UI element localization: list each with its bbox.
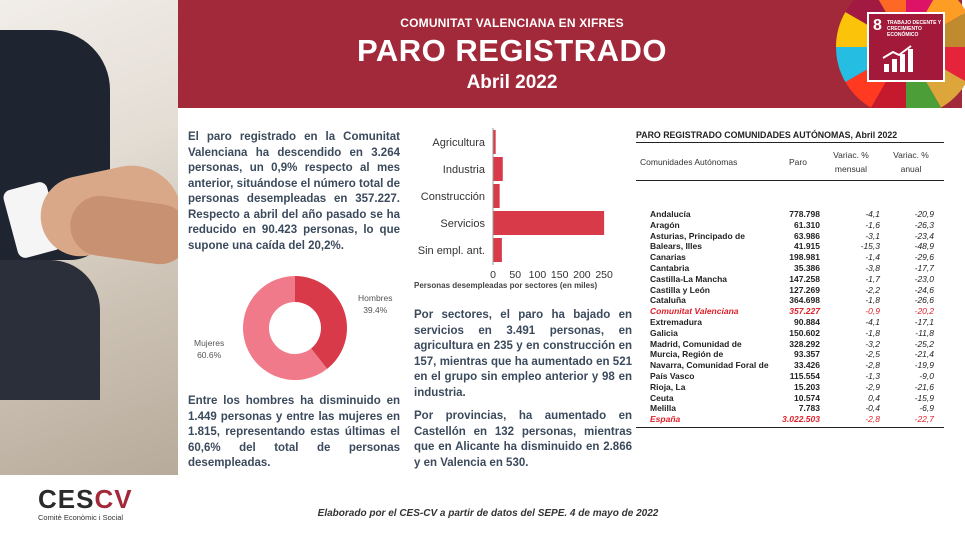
table-header	[636, 143, 944, 181]
table-row	[636, 393, 944, 404]
cell-anual: -26,3	[914, 219, 934, 230]
cell-paro: 61.310	[794, 219, 820, 230]
cell-anual: -17,1	[914, 316, 934, 327]
cell-name: Murcia, Región de	[650, 349, 724, 360]
cell-anual: -15,9	[914, 392, 934, 403]
source-footer: Elaborado por el CES-CV a partir de datos del SEPE. 4 de mayo de 2022	[317, 508, 659, 519]
cell-anual: -21,4	[914, 349, 934, 360]
cell-name: Canarias	[650, 252, 686, 263]
table-row	[636, 295, 944, 306]
bar-tick-label: 0	[490, 269, 496, 281]
bar-category-label: Industria	[442, 164, 485, 176]
header-var-mensual	[820, 148, 882, 176]
cell-paro: 41.915	[794, 241, 820, 252]
table-title: PARO REGISTRADO COMUNIDADES AUTÓNOMAS, Abril 2022	[636, 130, 944, 143]
sector-paragraph: Por sectores, el paro ha bajado en servicios en 3.491 personas, en agricultura en 235 y en construcción en 157, mientras que ha aumentado en 521 en el grupo sin empleo anterior y 98 en industria.	[414, 309, 632, 399]
table-row	[636, 382, 944, 393]
table-row	[636, 220, 944, 231]
table-row	[636, 263, 944, 274]
bar-tick-label: 250	[595, 269, 613, 281]
bar-tick-label: 50	[509, 269, 522, 281]
cell-mensual: -3,2	[865, 338, 880, 349]
regions-table	[636, 130, 944, 428]
cell-paro: 127.269	[789, 284, 820, 295]
cell-anual: -24,6	[914, 284, 934, 295]
table-row	[636, 414, 944, 425]
cell-mensual: -1,4	[865, 252, 880, 263]
bar-tick-label: 150	[550, 269, 569, 281]
cell-mensual: 0,4	[868, 392, 880, 403]
cell-name: Aragón	[650, 219, 680, 230]
cell-name: Cataluña	[650, 295, 686, 306]
cell-mensual: -15,3	[860, 241, 880, 252]
bar-category-label: Servicios	[440, 218, 485, 230]
table-row	[636, 317, 944, 328]
cell-mensual: -2,9	[865, 381, 880, 392]
header-comunidades: Comunidades Autónomas	[640, 156, 738, 167]
bar-chart-xlabel: Personas desempleadas por sectores (en miles)	[414, 281, 598, 290]
cell-paro: 63.986	[794, 230, 820, 241]
cell-name: Navarra, Comunidad Foral de	[650, 360, 769, 371]
cell-mensual: -0,4	[865, 403, 880, 414]
cell-name: Balears, Illes	[650, 241, 702, 252]
logo-mark-cv: CV	[94, 484, 133, 514]
cell-anual: -21,6	[914, 381, 934, 392]
cell-paro: 33.426	[794, 360, 820, 371]
cell-name: España	[650, 414, 681, 425]
header-var-mensual-line1: Variac. %	[833, 149, 869, 160]
cell-name: Castilla y León	[650, 284, 710, 295]
bar-tick-label: 200	[573, 269, 591, 281]
sector-bar-chart	[407, 124, 632, 294]
table-row	[636, 403, 944, 414]
cell-paro: 150.602	[789, 327, 820, 338]
cell-anual: -23,0	[914, 273, 934, 284]
table-row	[636, 241, 944, 252]
cell-anual: -9,0	[919, 370, 934, 381]
header-var-mensual-line2: mensual	[834, 163, 868, 174]
cell-mensual: -3,1	[865, 230, 880, 241]
cell-name: Madrid, Comunidad de	[650, 338, 742, 349]
cell-anual: -19,9	[914, 360, 934, 371]
cell-mensual: -1,7	[865, 273, 880, 284]
label-mujeres-name: Mujeres	[194, 338, 225, 348]
donut-label-mujeres	[194, 337, 224, 361]
table-row	[636, 371, 944, 382]
bar-category-label: Agricultura	[432, 137, 485, 149]
page-title: PARO REGISTRADO	[356, 33, 668, 68]
cell-paro: 10.574	[794, 392, 820, 403]
cell-mensual: -2,8	[865, 414, 880, 425]
cell-paro: 7.783	[798, 403, 820, 414]
cell-anual: -23,4	[914, 230, 934, 241]
cell-name: Galicia	[650, 327, 678, 338]
period-label: Abril 2022	[466, 72, 558, 93]
header-var-anual	[882, 148, 940, 176]
cell-name: Comunitat Valenciana	[650, 306, 739, 317]
label-mujeres-value: 60.6%	[197, 350, 222, 360]
cell-name: País Vasco	[650, 370, 695, 381]
cell-mensual: -1,8	[865, 295, 880, 306]
region-label: COMUNITAT VALENCIANA EN XIFRES	[400, 16, 624, 30]
intro-paragraph: El paro registrado en la Comunitat Valenciana ha descendido en 3.264 personas, un 0,9% respecto al mes anterior, situándose el número total de personas desempleadas en 357.227. Respecto a abril del año pasado se ha reducido en 90.423 personas, lo que supone una caída del 20,2%.	[188, 131, 400, 252]
cell-paro: 147.258	[789, 273, 820, 284]
sdg-label: TRABAJO DECENTE Y CRECIMIENTO ECONÓMICO	[887, 20, 941, 38]
cell-paro: 35.386	[794, 262, 820, 273]
cell-anual: -25,2	[914, 338, 934, 349]
cescv-logo	[38, 484, 158, 532]
cell-mensual: -3,8	[865, 262, 880, 273]
sdg-number: 8	[873, 17, 882, 34]
table-row	[636, 285, 944, 296]
table-row	[636, 349, 944, 360]
cell-paro: 198.981	[789, 252, 820, 263]
cell-mensual: -1,6	[865, 219, 880, 230]
table-row	[636, 339, 944, 350]
cell-paro: 364.698	[789, 295, 820, 306]
cell-name: Rioja, La	[650, 381, 686, 392]
cell-mensual: -0,9	[865, 306, 880, 317]
growth-chart-icon	[881, 44, 915, 74]
cell-name: Andalucía	[650, 209, 691, 219]
cell-mensual: -2,8	[865, 360, 880, 371]
bar-1	[493, 157, 503, 181]
gender-paragraph: Entre los hombres ha disminuido en 1.449 personas y entre las mujeres en 1.815, representando estas últimas el 60,6% del total de personas desempleadas.	[188, 395, 400, 469]
table-row	[636, 274, 944, 285]
cell-anual: -17,7	[914, 262, 934, 273]
logo-subtitle: Comitè Econòmic i Social	[38, 513, 124, 522]
cell-paro: 90.884	[794, 316, 820, 327]
sdg-badge	[810, 0, 965, 108]
cell-paro: 115.554	[789, 370, 820, 381]
bar-2	[493, 184, 500, 208]
header-var-anual-line1: Variac. %	[893, 149, 929, 160]
cell-anual: -20,9	[914, 209, 934, 219]
table-body	[636, 209, 944, 425]
province-paragraph: Por provincias, ha aumentado en Castellón en 132 personas, mientras que en Alicante ha disminuido en 2.866 y en Valencia en 530.	[414, 410, 632, 469]
cell-name: Ceuta	[650, 392, 674, 403]
cell-anual: -20,2	[914, 306, 934, 317]
cell-mensual: -4,1	[865, 316, 880, 327]
table-row	[636, 231, 944, 242]
table-row	[636, 328, 944, 339]
header-var-anual-line2: anual	[900, 163, 922, 174]
cell-name: Asturias, Principado de	[650, 230, 745, 241]
cell-anual: -6,9	[919, 403, 934, 414]
cell-anual: -48,9	[914, 241, 934, 252]
cell-name: Castilla-La Mancha	[650, 273, 727, 284]
cell-mensual: -2,2	[865, 284, 880, 295]
cell-name: Cantabria	[650, 262, 690, 273]
bar-tick-label: 100	[528, 269, 547, 281]
bar-3	[493, 211, 604, 235]
cell-paro: 15.203	[794, 381, 820, 392]
cell-mensual: -1,8	[865, 327, 880, 338]
bar-category-label: Construcción	[420, 191, 485, 203]
sdg-goal-tile	[867, 12, 945, 82]
table-row	[636, 209, 944, 220]
cell-paro: 778.798	[789, 209, 820, 219]
cell-paro: 3.022.503	[782, 414, 820, 425]
bar-4	[493, 238, 502, 262]
table-row	[636, 360, 944, 371]
label-hombres-value: 39.4%	[363, 305, 388, 315]
header-paro: Paro	[789, 156, 807, 167]
logo-mark-ces: CES	[38, 484, 95, 514]
bar-category-label: Sin empl. ant.	[417, 245, 485, 257]
cell-paro: 357.227	[789, 306, 820, 317]
cell-mensual: -2,5	[865, 349, 880, 360]
cell-anual: -26,6	[914, 295, 934, 306]
cell-paro: 328.292	[789, 338, 820, 349]
gender-donut-chart	[240, 273, 350, 383]
label-hombres-name: Hombres	[358, 293, 393, 303]
cell-anual: -22,7	[914, 414, 934, 425]
cell-paro: 93.357	[794, 349, 820, 360]
table-row	[636, 306, 944, 317]
cell-mensual: -4,1	[865, 209, 880, 219]
handshake-photo	[0, 0, 178, 475]
cell-name: Melilla	[650, 403, 676, 414]
cell-anual: -29,6	[914, 252, 934, 263]
cell-mensual: -1,3	[865, 370, 880, 381]
donut-label-hombres	[358, 292, 392, 316]
cell-name: Extremadura	[650, 316, 702, 327]
table-row	[636, 252, 944, 263]
cell-anual: -11,8	[915, 327, 934, 338]
